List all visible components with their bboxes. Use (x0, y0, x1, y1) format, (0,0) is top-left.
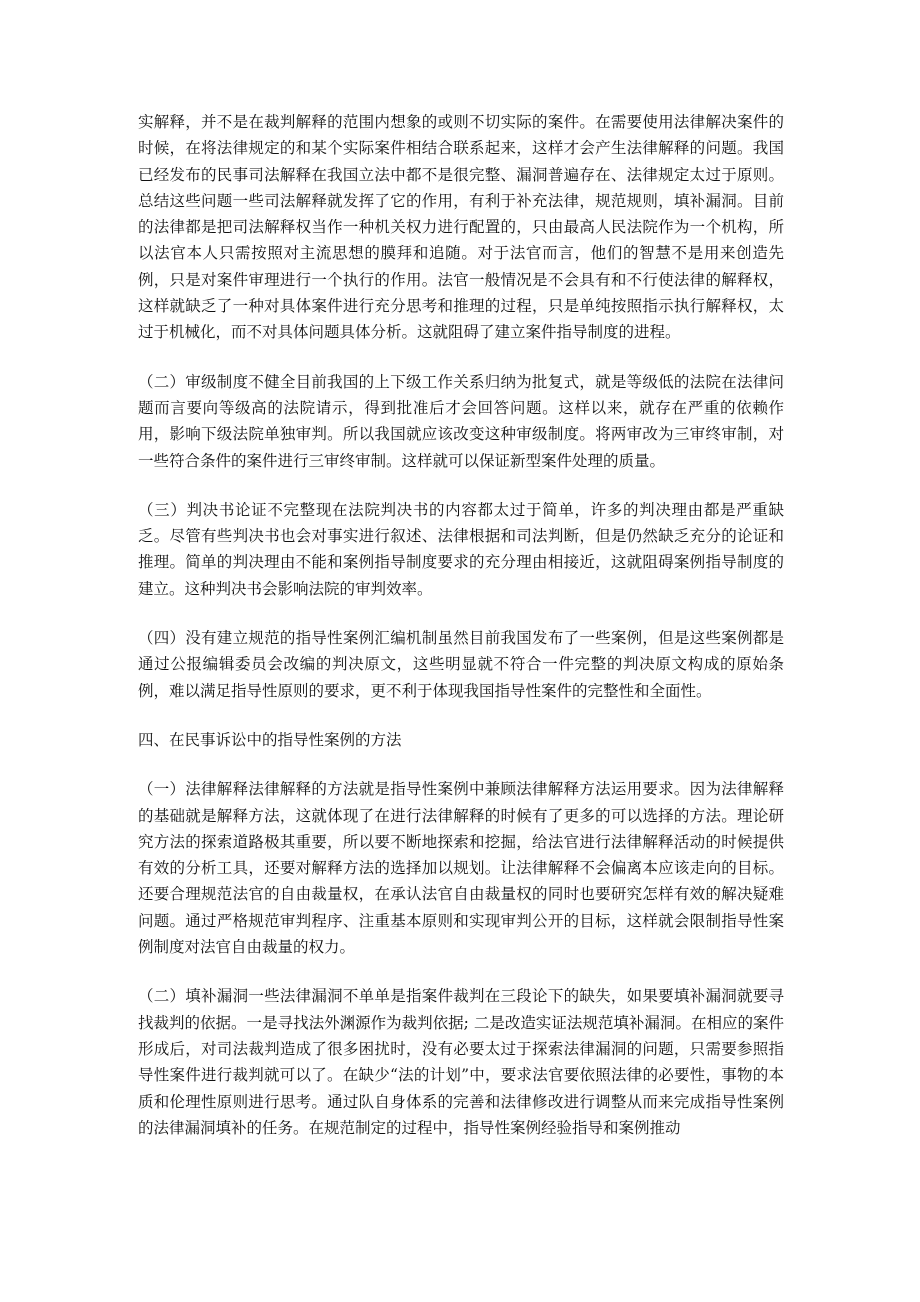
paragraph-case-compilation: （四）没有建立规范的指导性案例汇编机制虽然目前我国发布了一些案例，但是这些案例都是通过公报编辑委员会改编的判决原文，这些明显就不符合一件完整的判决原文构成的原始条例，难以满足指导性原则的要求，更不利于体现我国指导性案件的完整性和全面性。 (138, 629, 784, 700)
section-heading: 四、在民事诉讼中的指导性案例的方法 (138, 730, 402, 749)
paragraph-interpretation: 实解释，并不是在裁判解释的范围内想象的或则不切实际的案件。在需要使用法律解决案件的时候，在将法律规定的和某个实际案件相结合联系起来，这样才会产生法律解释的问题。我国已经发布的民事司法解释在我国立法中都不是很完整、漏洞普遍存在、法律规定太过于原则。总结这些问题一些司法解释就发挥了它的作用，有利于补充法律，规范规则，填补漏洞。目前的法律都是把司法解释权当作一种机关权力进行配置的，只由最高人民法院作为一个机构，所以法官本人只需按照对主流思想的膜拜和追随。对于法官而言，他们的智慧不是用来创造先例，只是对案件审理进行一个执行的作用。法官一般情况是不会具有和不行使法律的解释权，这样就缺乏了一种对具体案件进行充分思考和推理的过程，只是单纯按照指示执行解释权，太过于机械化，而不对具体问题具体分析。这就阻碍了建立案件指导制度的进程。 (138, 113, 784, 342)
paragraph-legal-interpretation-method: （一）法律解释法律解释的方法就是指导性案例中兼顾法律解释方法运用要求。因为法律解释的基础就是解释方法，这就体现了在进行法律解释的时候有了更多的可以选择的方法。理论研究方法的探索道路极其重要，所以要不断地探索和挖掘，给法官进行法律解释活动的时候提供有效的分析工具，还要对解释方法的选择加以规划。让法律解释不会偏离本应该走向的目标。还要合理规范法官的自由裁量权，在承认法官自由裁量权的同时也要研究怎样有效的解决疑难问题。通过严格规范审判程序、注重基本原则和实现审判公开的目标，这样就会限制指导性案例制度对法官自由裁量的权力。 (138, 780, 784, 957)
document-body (138, 109, 784, 1164)
paragraph-filling-gaps: （二）填补漏洞一些法律漏洞不单单是指案件裁判在三段论下的缺失，如果要填补漏洞就要寻找裁判的依据。一是寻找法外渊源作为裁判依据; 二是改造实证法规范填补漏洞。在相应的案件形成后，对司法裁判造成了很多困扰时，没有必要太过于探索法律漏洞的问题，只需要参照指导性案件进行裁判就可以了。在缺少“法的计划”中，要求法官要依照法律的必要性，事物的本质和伦理性原则进行思考。通过队自身体系的完善和法律修改进行调整从而来完成指导性案例的法律漏洞填补的任务。在规范制定的过程中，指导性案例经验指导和案例推动 (138, 987, 784, 1137)
paragraph-judgment-reasoning: （三）判决书论证不完整现在法院判决书的内容都太过于简单，许多的判决理由都是严重缺乏。尽管有些判决书也会对事实进行叙述、法律根据和司法判断，但是仍然缺乏充分的论证和推理。简单的判决理由不能和案例指导制度要求的充分理由相接近，这就阻碍案例指导制度的建立。这种判决书会影响法院的审判效率。 (138, 500, 784, 598)
paragraph-appeal-system: （二）审级制度不健全目前我国的上下级工作关系归纳为批复式，就是等级低的法院在法律问题而言要向等级高的法院请示，得到批准后才会回答问题。这样以来，就存在严重的依赖作用，影响下级法院单独审判。所以我国就应该改变这种审级制度。将两审改为三审终审制，对一些符合条件的案件进行三审终审制。这样就可以保证新型案件处理的质量。 (138, 372, 784, 470)
